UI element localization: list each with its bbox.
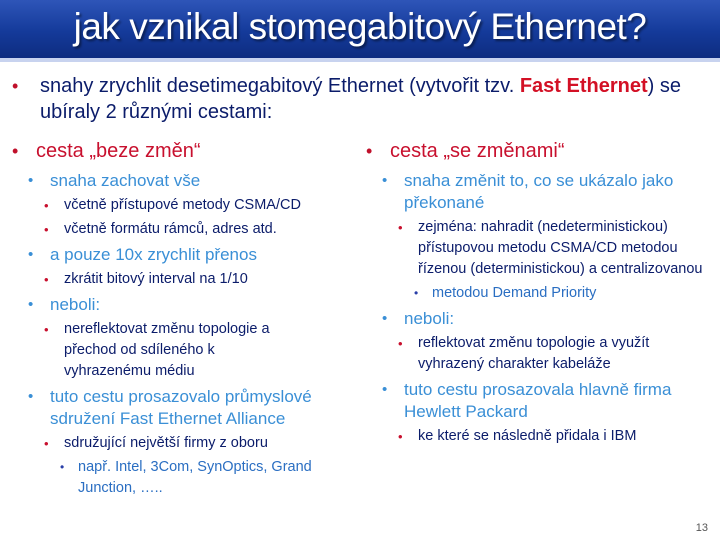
left-item: • snaha zachovat vše <box>28 171 201 190</box>
intro-text-before: snahy zrychlit desetimegabitový Ethernet (vytvořit tzv. <box>40 75 520 97</box>
bullet-dot-icon: • <box>44 322 49 337</box>
intro-bullet <box>12 73 712 125</box>
bullet-dot-icon: • <box>398 220 403 235</box>
right-item: • neboli: <box>382 309 455 328</box>
bullet-dot-icon: • <box>60 460 65 474</box>
left-column <box>12 138 362 499</box>
left-heading: • cesta „beze změn“ <box>12 140 201 162</box>
bullet-dot-icon: • <box>382 172 388 189</box>
bullet-dot-icon: • <box>44 436 49 451</box>
bullet-dot-icon: • <box>398 336 403 351</box>
bullet-dot-icon: • <box>398 429 403 444</box>
bullet-dot-icon: • <box>44 272 49 287</box>
bullet-dot-icon: • <box>28 246 34 263</box>
right-subitem: • ke které se následně přidala i IBM <box>366 426 716 447</box>
right-column <box>366 138 716 447</box>
bullet-dot-icon: • <box>28 296 34 313</box>
bullet-dot-icon: • <box>28 388 34 405</box>
bullet-dot-icon: • <box>12 141 19 161</box>
left-subitem: • včetně formátu rámců, adres atd. <box>12 219 362 240</box>
left-item: • tuto cestu prosazovalo průmyslové sdružení Fast Ethernet Alliance <box>28 387 312 428</box>
intro-text-after: ) se ubíraly 2 různými cestami: <box>40 75 681 123</box>
bullet-dot-icon: • <box>12 76 19 96</box>
bullet-dot-icon: • <box>44 198 49 213</box>
right-subitem: • zejména: nahradit (nedeterministickou) přístupovou metodu CSMA/CD metodou řízenou (deterministickou) a centralizovanou <box>398 219 703 277</box>
bullet-dot-icon: • <box>382 310 388 327</box>
slide-number: 13 <box>695 522 708 534</box>
slide-title: jak vznikal stomegabitový Ethernet? <box>73 6 647 47</box>
title-bar <box>0 0 720 62</box>
right-heading: • cesta „se změnami“ <box>366 140 565 162</box>
left-item: • neboli: <box>28 295 101 314</box>
right-item: • tuto cestu prosazovala hlavně firma Hewlett Packard <box>382 380 672 421</box>
right-item: • snaha změnit to, co se ukázalo jako překonané <box>382 171 674 212</box>
left-subitem: • sdružující největší firmy z oboru <box>12 433 362 454</box>
bullet-dot-icon: • <box>414 286 419 300</box>
right-subsubitem: • metodou Demand Priority <box>366 283 716 304</box>
bullet-dot-icon: • <box>366 141 373 161</box>
left-subitem: • včetně přístupové metody CSMA/CD <box>12 195 362 216</box>
intro-highlight: Fast Ethernet <box>519 75 648 97</box>
bullet-dot-icon: • <box>28 172 34 189</box>
left-item: • a pouze 10x zrychlit přenos <box>28 245 257 264</box>
left-subitem: • nereflektovat změnu topologie a přechod od sdíleného k vyhrazenému médiu <box>44 321 270 379</box>
bullet-dot-icon: • <box>382 381 388 398</box>
bullet-dot-icon: • <box>44 222 49 237</box>
left-subitem: • zkrátit bitový interval na 1/10 <box>12 269 362 290</box>
left-subsubitem: • např. Intel, 3Com, SynOptics, Grand Junction, ….. <box>60 459 312 496</box>
right-subitem: • reflektovat změnu topologie a využít vyhrazený charakter kabeláže <box>398 335 650 372</box>
